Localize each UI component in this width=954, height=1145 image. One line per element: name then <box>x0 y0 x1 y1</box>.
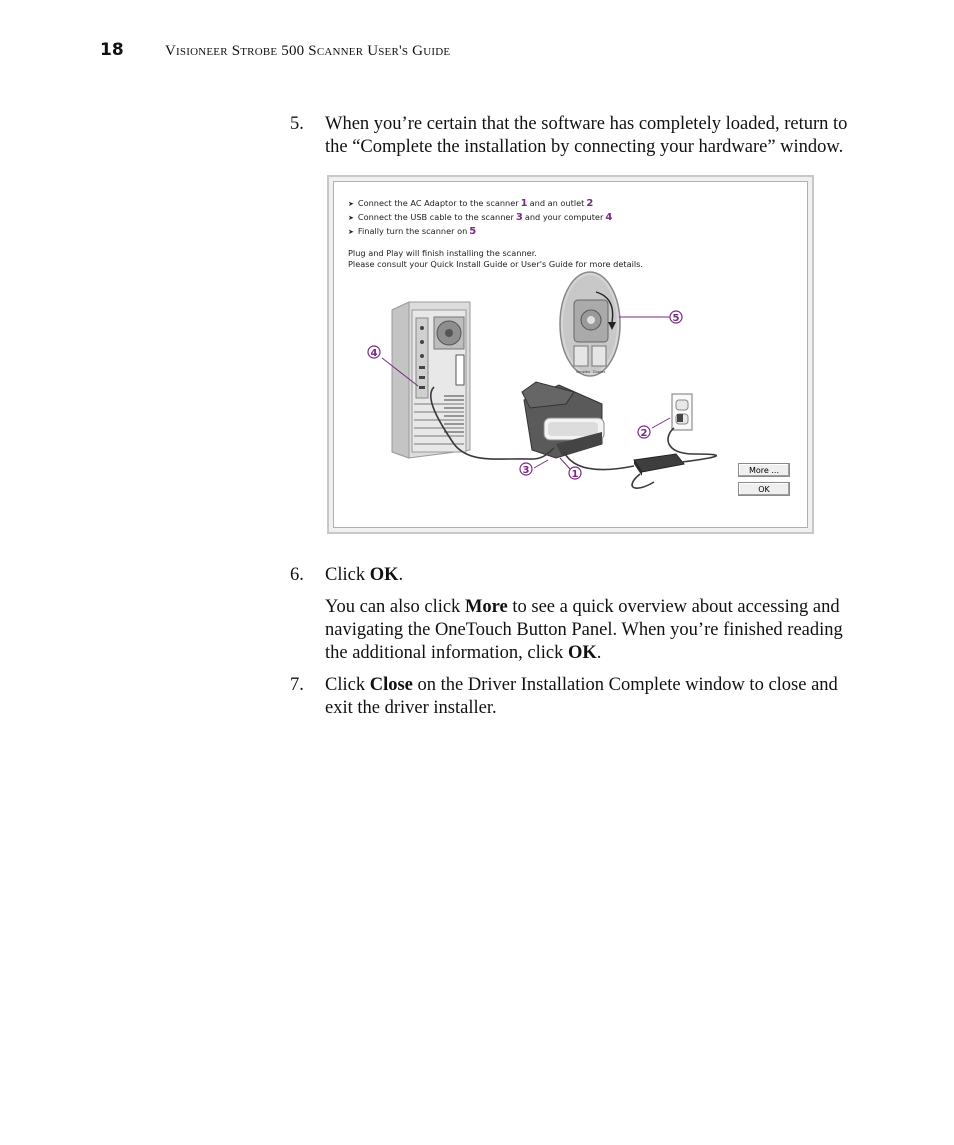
callout-mark: 4 <box>605 212 613 223</box>
callout-1: 1 <box>571 469 579 480</box>
instruction-text: Connect the AC Adaptor to the scanner <box>357 198 519 208</box>
step-text: When you’re certain that the software has completely loaded, return to the “Complete the installation by connecting your hardware” window. <box>325 114 848 157</box>
hardware-connection-window <box>327 175 814 534</box>
text-run: Click <box>325 565 370 585</box>
ok-button[interactable]: OK <box>738 482 790 496</box>
more-button[interactable]: More ... <box>738 463 790 477</box>
text-run: . <box>398 565 404 585</box>
instruction-text: and your computer <box>524 212 604 222</box>
close-label: Close <box>369 675 413 695</box>
instruction-text: Connect the USB cable to the scanner <box>357 212 514 222</box>
callout-3: 3 <box>522 465 530 476</box>
power-button-zoom-icon <box>560 272 620 376</box>
paragraph-text <box>325 596 853 665</box>
callout-4: 4 <box>370 348 378 359</box>
text-run: Click <box>325 675 370 695</box>
simplex-label: Simplex <box>576 370 590 374</box>
callout-mark: 3 <box>515 212 523 223</box>
step-number: 7. <box>290 675 304 695</box>
callout-mark: 5 <box>469 226 477 237</box>
callout-mark: 2 <box>586 198 594 209</box>
ac-adapter-icon <box>634 454 684 476</box>
more-label: More <box>464 597 508 617</box>
arrow-icon: ➤ <box>348 214 354 222</box>
step-text <box>325 674 853 720</box>
callout-mark: 1 <box>520 198 528 209</box>
arrow-icon: ➤ <box>348 200 354 208</box>
step-number: 6. <box>290 565 304 585</box>
plug-line-1: Plug and Play will finish installing the scanner. <box>348 248 537 258</box>
page-number: 18 <box>100 40 124 60</box>
callout-5: 5 <box>672 313 680 324</box>
text-run: on the Driver Installation Complete window to close and exit the driver installer. <box>325 675 838 718</box>
step-number: 5. <box>290 114 304 134</box>
window-content <box>333 181 808 528</box>
text-run: to see a quick overview about accessing and navigating the OneTouch Button Panel. When you’re finished reading the additional information, click <box>325 597 843 663</box>
step-text <box>325 564 853 587</box>
scanner-icon <box>522 382 604 458</box>
arrow-icon: ➤ <box>348 228 354 236</box>
text-run: You can also click <box>325 597 465 617</box>
instruction-text: and an outlet <box>529 198 585 208</box>
text-run: . <box>596 643 602 663</box>
wall-outlet-icon <box>672 394 692 430</box>
connection-illustration <box>334 182 811 531</box>
duplex-label: Duplex <box>593 370 606 374</box>
callout-2: 2 <box>640 428 648 439</box>
ok-label: OK <box>568 643 597 663</box>
ok-label: OK <box>369 565 399 585</box>
computer-tower-icon <box>392 302 470 458</box>
instruction-text: Finally turn the scanner on <box>357 226 468 236</box>
running-title: Visioneer Strobe 500 Scanner User's Guide <box>165 43 451 59</box>
plug-line-2: Please consult your Quick Install Guide or User's Guide for more details. <box>348 259 644 269</box>
